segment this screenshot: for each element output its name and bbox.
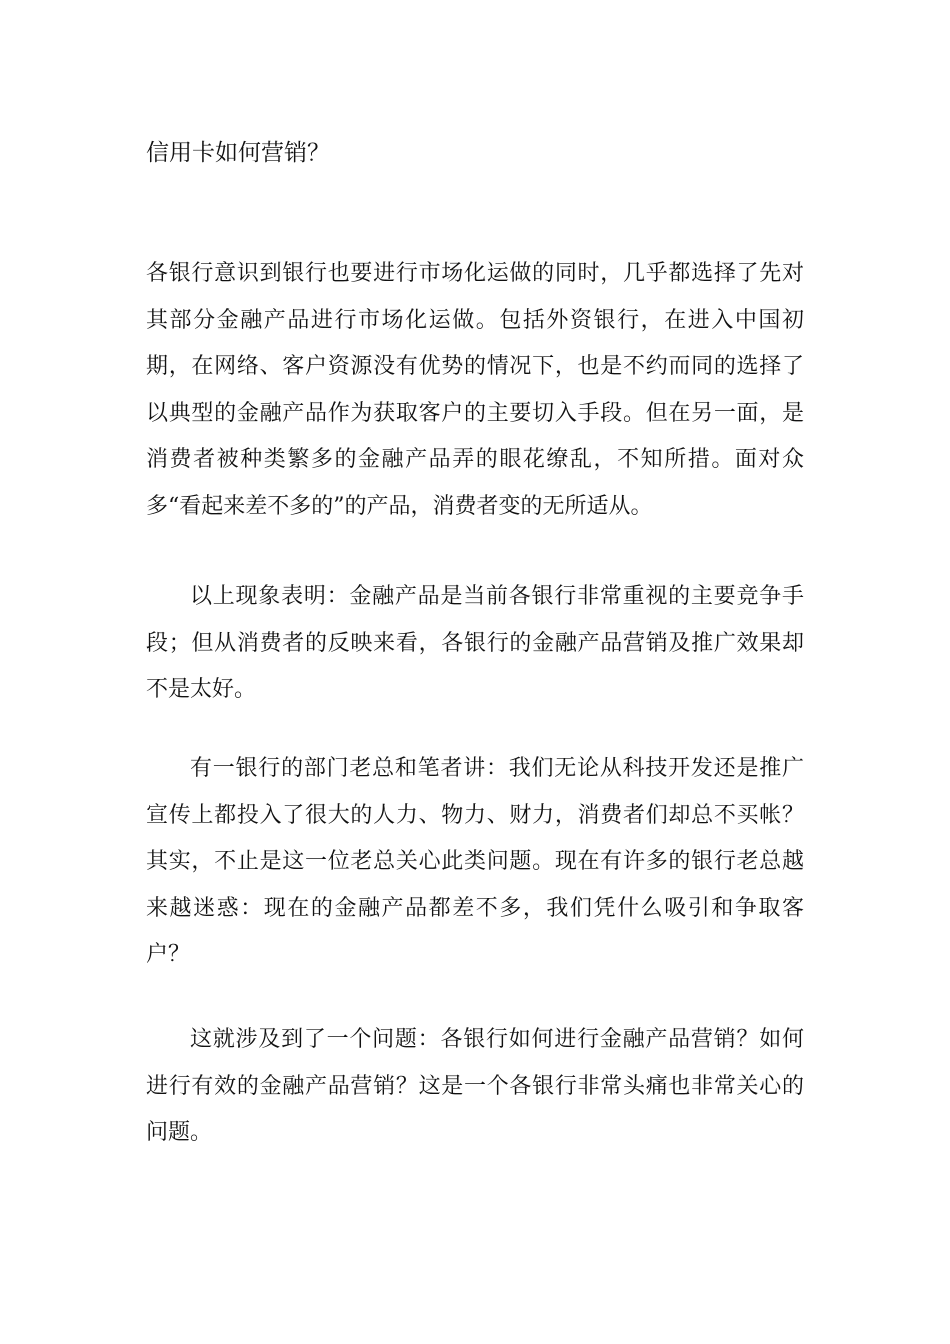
paragraph-1: 各银行意识到银行也要进行市场化运做的同时，几乎都选择了先对其部分金融产品进行市场化运做。包括外资银行，在进入中国初期，在网络、客户资源没有优势的情况下，也是不约而同的选择了以典型的金融产品作为获取客户的主要切入手段。但在另一面，是消费者被种类繁多的金融产品弄的眼花缭乱，不知所措。面对众多“看起来差不多的”的产品，消费者变的无所适从。 [146,261,804,519]
paragraph-4: 这就涉及到了一个问题：各银行如何进行金融产品营销？如何进行有效的金融产品营销？这是一个各银行非常头痛也非常关心的问题。 [146,1027,804,1145]
document-title: 信用卡如何营销？ [146,140,330,166]
paragraph-3: 有一银行的部门老总和笔者讲：我们无论从科技开发还是推广宣传上都投入了很大的人力、物力、财力，消费者们却总不买帐？其实，不止是这一位老总关心此类问题。现在有许多的银行老总越来越迷惑：现在的金融产品都差不多，我们凭什么吸引和争取客户？ [146,756,804,967]
paragraph-2: 以上现象表明：金融产品是当前各银行非常重视的主要竞争手段；但从消费者的反映来看，各银行的金融产品营销及推广效果却不是太好。 [146,584,804,702]
